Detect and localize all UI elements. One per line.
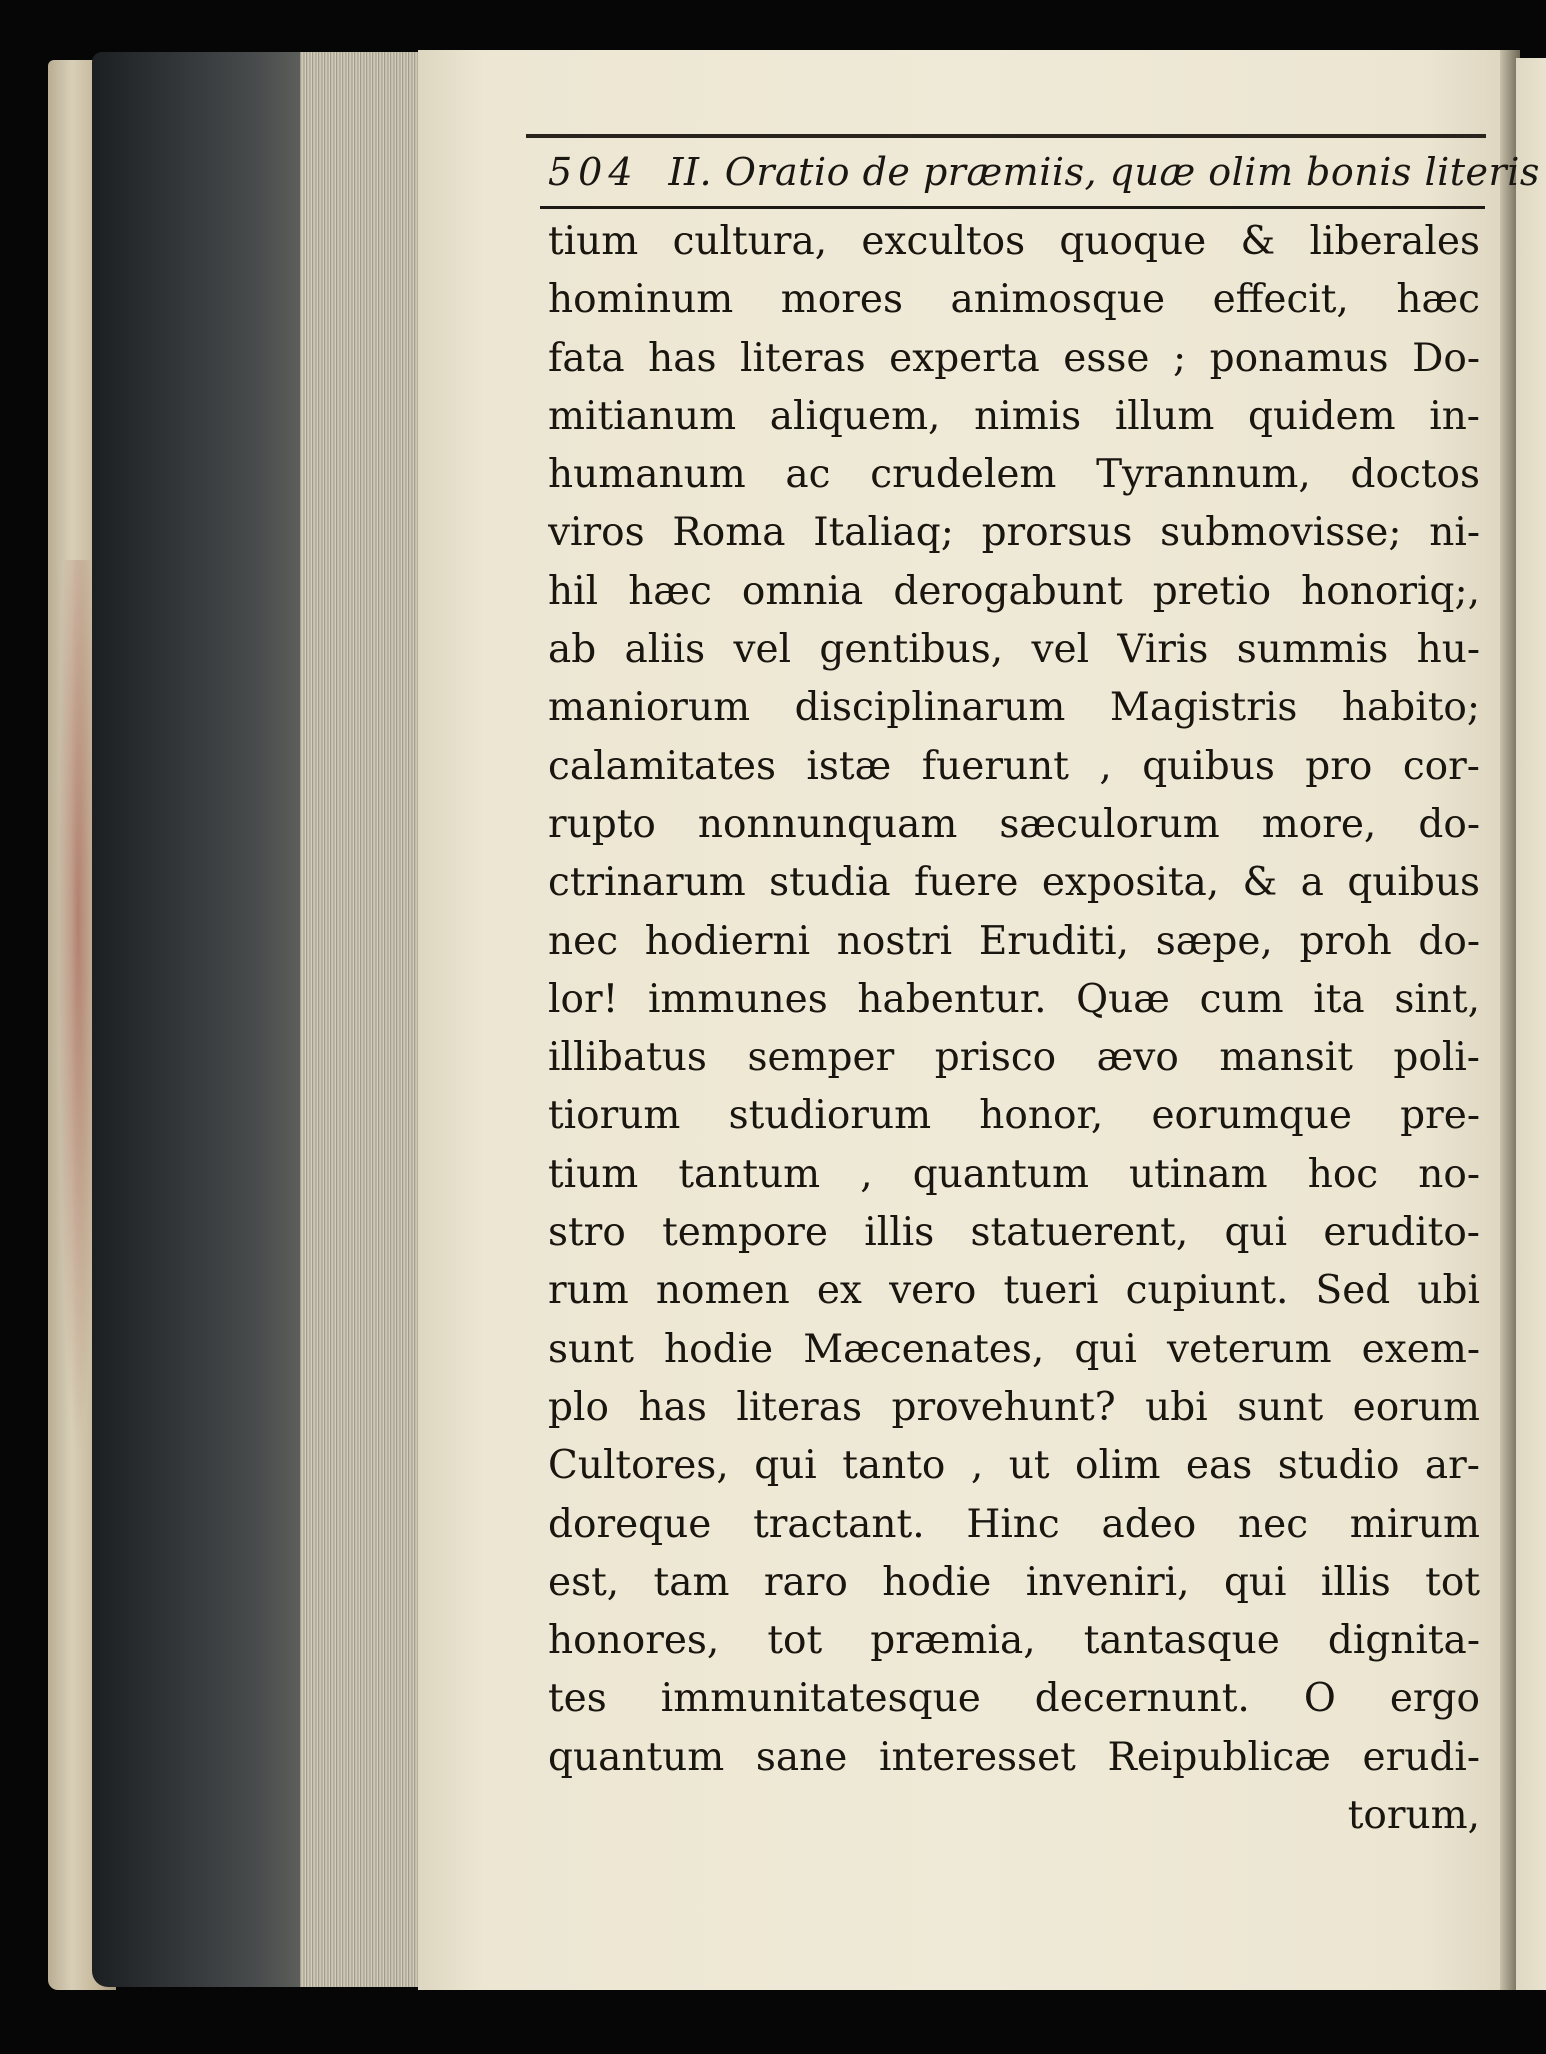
facing-page-edge bbox=[1516, 58, 1546, 1990]
text-line: honores, tot præmia, tantasque dignita- bbox=[548, 1618, 1480, 1664]
text-line: fata has literas experta esse ; ponamus Do- bbox=[548, 335, 1480, 381]
top-rule bbox=[526, 134, 1486, 138]
text-line: rum nomen ex vero tueri cupiunt. Sed ubi bbox=[548, 1268, 1480, 1314]
running-title: II. Oratio de præmiis, quæ olim bonis literis bbox=[668, 150, 1540, 194]
text-line: ctrinarum studia fuere exposita, & a quibus bbox=[548, 860, 1480, 906]
text-line: humanum ac crudelem Tyrannum, doctos bbox=[548, 452, 1480, 498]
text-line: tium cultura, excultos quoque & liberales bbox=[548, 219, 1480, 264]
text-line: Cultores, qui tanto , ut olim eas studio ar- bbox=[548, 1443, 1480, 1489]
text-line: rupto nonnunquam sæculorum more, do- bbox=[548, 801, 1480, 847]
text-line: sunt hodie Mæcenates, qui veterum exem- bbox=[548, 1326, 1480, 1372]
running-head bbox=[548, 150, 1540, 210]
body-text bbox=[548, 213, 1480, 1845]
text-line: calamitates istæ fuerunt , quibus pro cor- bbox=[548, 743, 1480, 789]
text-line: illibatus semper prisco ævo mansit poli- bbox=[548, 1035, 1480, 1081]
text-line: hominum mores animosque effecit, hæc bbox=[548, 277, 1480, 323]
text-line: viros Roma Italiaq; prorsus submovisse; ni- bbox=[548, 510, 1480, 556]
text-line: tes immunitatesque decernunt. O ergo bbox=[548, 1676, 1480, 1722]
text-line: est, tam raro hodie inveniri, qui illis tot bbox=[548, 1559, 1480, 1605]
text-line: maniorum disciplinarum Magistris habito; bbox=[548, 685, 1480, 731]
text-line: tiorum studiorum honor, eorumque pre- bbox=[548, 1093, 1480, 1139]
text-line: plo has literas provehunt? ubi sunt eorum bbox=[548, 1384, 1480, 1430]
text-line: hil hæc omnia derogabunt pretio honoriq;, bbox=[548, 568, 1480, 614]
text-line: stro tempore illis statuerent, qui erudito- bbox=[548, 1210, 1480, 1256]
page-block-edge bbox=[92, 52, 302, 1987]
catchword: torum, bbox=[1347, 1793, 1480, 1839]
text-line: quantum sane interesset Reipublicæ erudi- bbox=[548, 1734, 1480, 1780]
text-line: ab aliis vel gentibus, vel Viris summis hu- bbox=[548, 627, 1480, 673]
text-line: doreque tractant. Hinc adeo nec mirum bbox=[548, 1501, 1480, 1547]
page-edges bbox=[300, 52, 420, 1987]
page-number: 504 bbox=[548, 150, 639, 194]
header-rule bbox=[540, 206, 1485, 209]
text-line: nec hodierni nostri Eruditi, sæpe, proh do- bbox=[548, 918, 1480, 964]
text-line: tium tantum , quantum utinam hoc no- bbox=[548, 1151, 1480, 1197]
text-line: mitianum aliquem, nimis illum quidem in- bbox=[548, 393, 1480, 439]
text-line: lor! immunes habentur. Quæ cum ita sint, bbox=[548, 976, 1480, 1022]
